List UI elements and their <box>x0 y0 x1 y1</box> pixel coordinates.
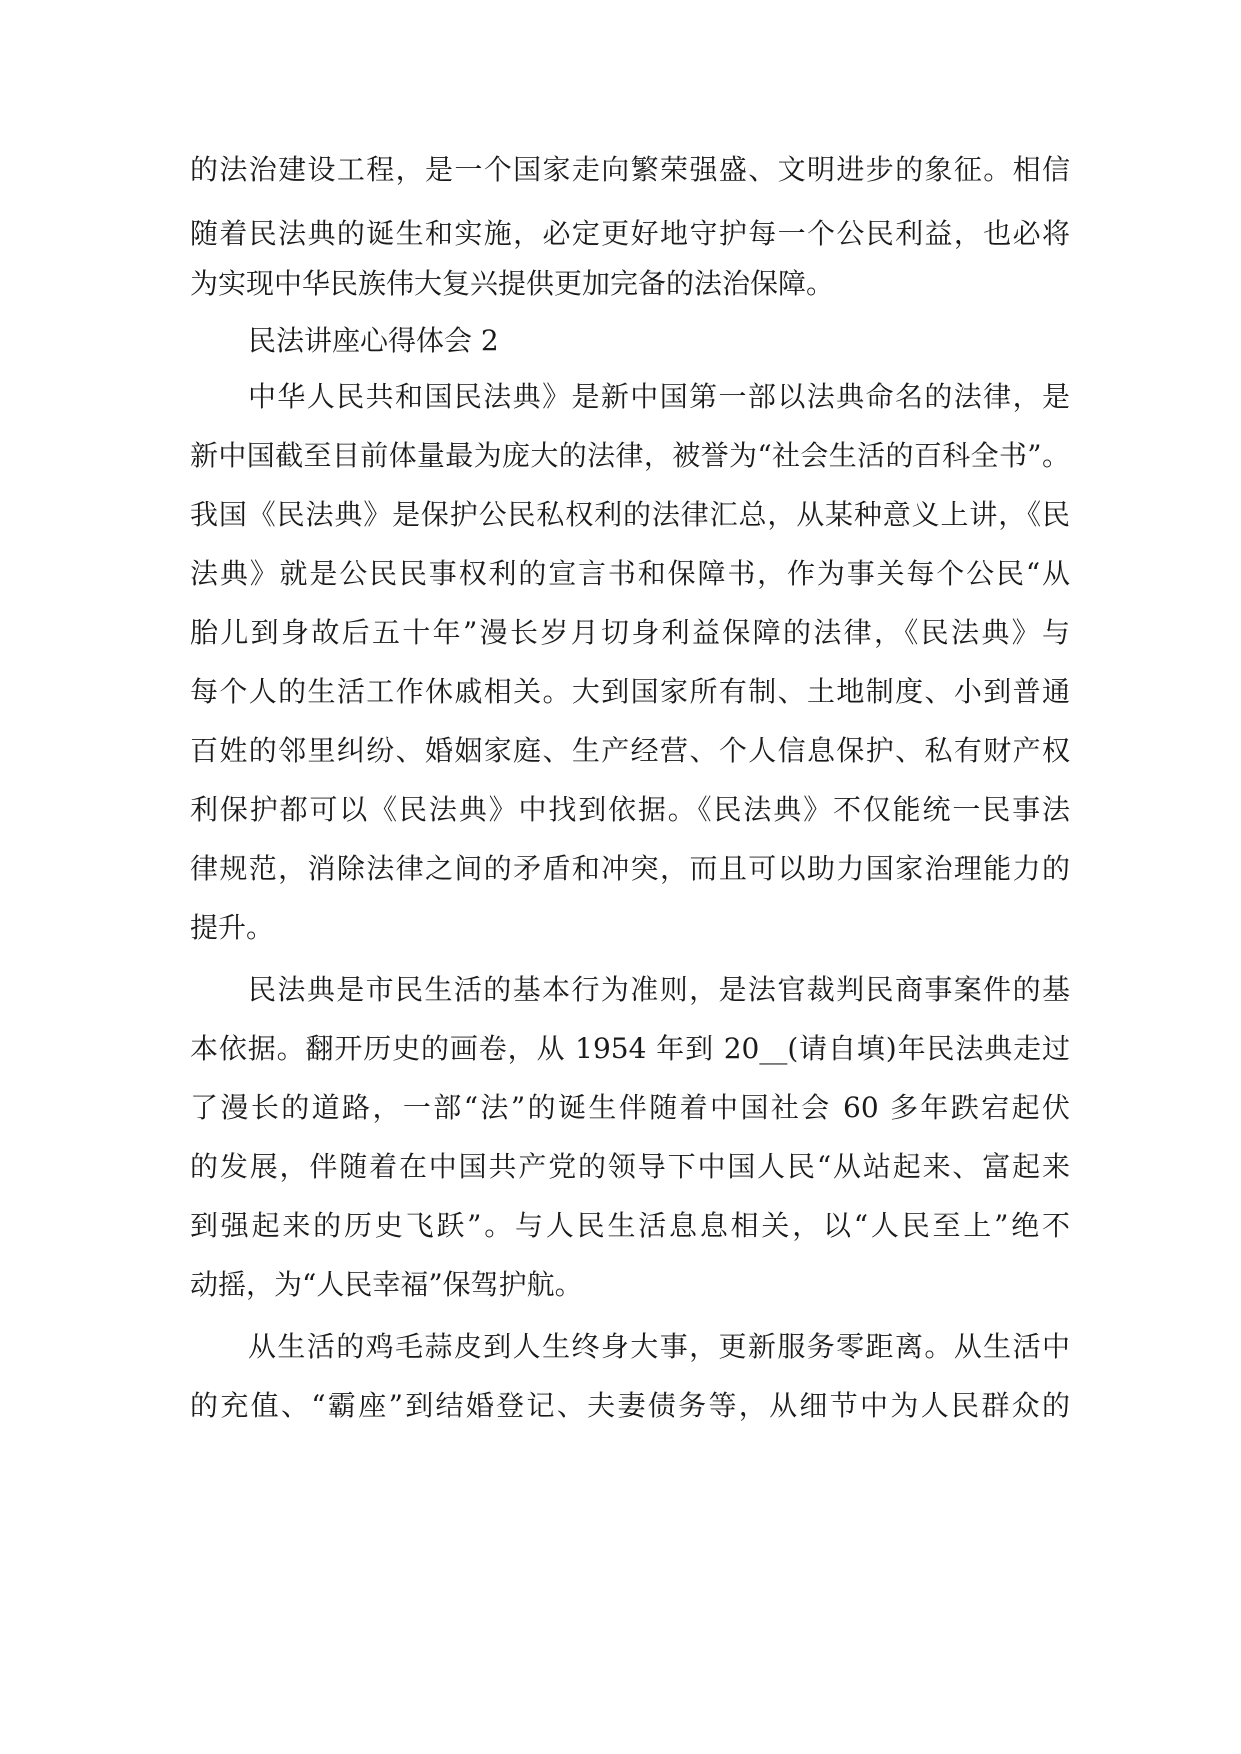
text-line: 百姓的邻里纠纷、婚姻家庭、生产经营、个人信息保护、私有财产权 <box>190 734 1070 767</box>
text-line: 民法典是市民生活的基本行为准则，是法官裁判民商事案件的基 <box>248 973 1070 1006</box>
text-line: 随着民法典的诞生和实施，必定更好地守护每一个公民利益，也必将 <box>190 217 1070 250</box>
text-line: 法典》就是公民民事权利的宣言书和保障书，作为事关每个公民“从 <box>190 557 1070 590</box>
text-line: 新中国截至目前体量最为庞大的法律，被誉为“社会生活的百科全书”。 <box>190 439 1070 472</box>
text-line: 律规范，消除法律之间的矛盾和冲突，而且可以助力国家治理能力的 <box>190 852 1070 885</box>
text-line: 我国《民法典》是保护公民私权利的法律汇总，从某种意义上讲，《民 <box>190 498 1070 531</box>
text-line: 了漫长的道路，一部“法”的诞生伴随着中国社会 60 多年跌宕起伏 <box>190 1091 1070 1124</box>
text-line: 胎儿到身故后五十年”漫长岁月切身利益保障的法律，《民法典》与 <box>190 616 1070 649</box>
text-line: 本依据。翻开历史的画卷，从 1954 年到 20__(请自填)年民法典走过 <box>190 1032 1070 1065</box>
text-line: 利保护都可以《民法典》中找到依据。《民法典》不仅能统一民事法 <box>190 793 1070 826</box>
text-line: 每个人的生活工作休戚相关。大到国家所有制、土地制度、小到普通 <box>190 675 1070 708</box>
text-line: 的发展，伴随着在中国共产党的领导下中国人民“从站起来、富起来 <box>190 1150 1070 1183</box>
text-line: 从生活的鸡毛蒜皮到人生终身大事，更新服务零距离。从生活中 <box>248 1330 1070 1363</box>
text-line: 提升。 <box>190 911 275 944</box>
text-line: 的法治建设工程，是一个国家走向繁荣强盛、文明进步的象征。相信 <box>190 153 1070 186</box>
section-heading: 民法讲座心得体会 2 <box>248 324 499 357</box>
text-line: 动摇，为“人民幸福”保驾护航。 <box>190 1268 583 1301</box>
text-line: 中华人民共和国民法典》是新中国第一部以法典命名的法律，是 <box>248 380 1070 413</box>
text-line: 到强起来的历史飞跃”。与人民生活息息相关，以“人民至上”绝不 <box>190 1209 1070 1242</box>
text-line: 为实现中华民族伟大复兴提供更加完备的法治保障。 <box>190 267 835 300</box>
text-line: 的充值、“霸座”到结婚登记、夫妻债务等，从细节中为人民群众的 <box>190 1389 1070 1422</box>
